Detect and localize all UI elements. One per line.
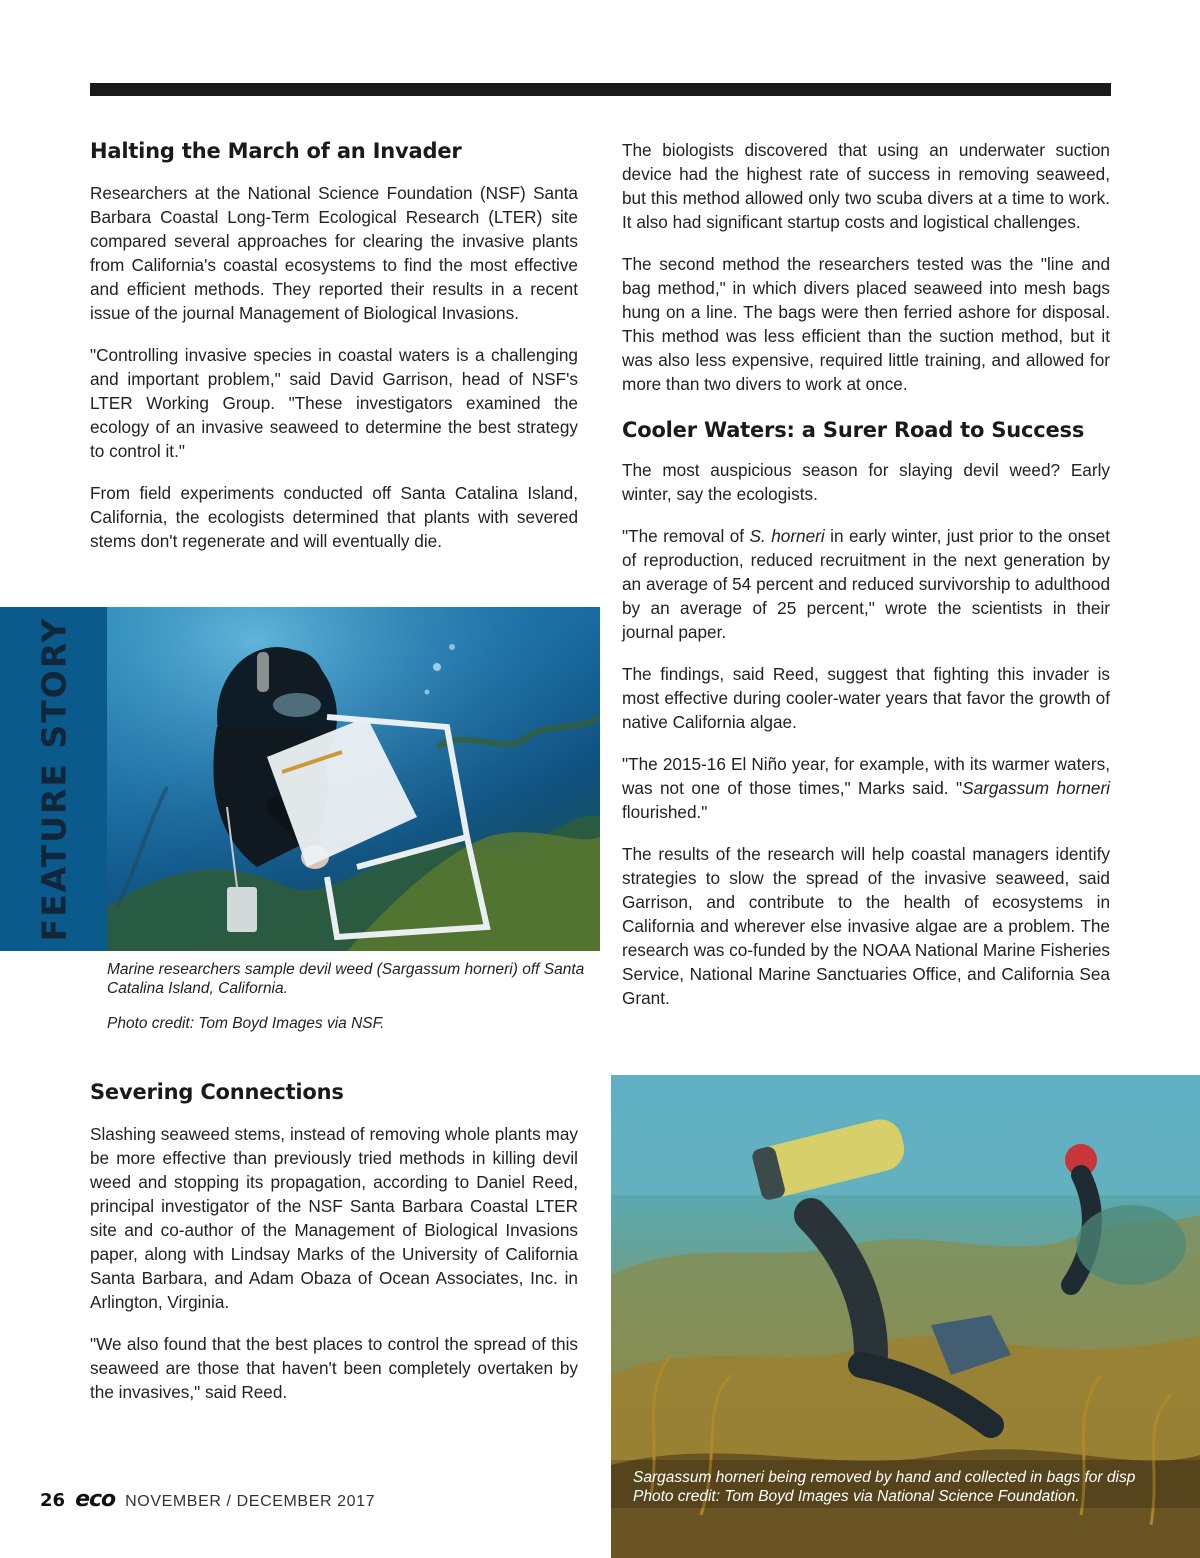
kelp-photo-credit: Photo credit: Tom Boyd Images via National Science Foundation. [633,1488,1080,1505]
species-name-2: Sargassum horneri [962,778,1110,798]
heading-halting-invader: Halting the March of an Invader [90,139,462,163]
diver-photo-credit: Photo credit: Tom Boyd Images via NSF. [107,1015,385,1032]
paragraph-slashing-stems: Slashing seaweed stems, instead of removing whole plants may be more effective than previously tried methods in killing devil weed and stopping its propagation, according to Daniel Reed, principal investigator of the NSF Santa Barbara Coastal LTER site and co-author of the Management of Biological Invasions paper, along with Lindsay Marks of the University of California Santa Barbara, and Adam Obaza of Ocean Associates, Inc. in Arlington, Virginia. [90,1124,578,1312]
diver-illustration [107,607,600,951]
heading-cooler-waters: Cooler Waters: a Surer Road to Success [622,418,1085,442]
paragraph-early-winter: The most auspicious season for slaying devil weed? Early winter, say the ecologists. [622,460,1110,504]
el-nino-start: "The 2015-16 El Niño year, for example, with its warmer waters, was not one of those times," Marks said. " [622,754,1110,798]
removal-quote-start: "The removal of [622,526,750,546]
heading-severing-connections: Severing Connections [90,1080,344,1104]
paragraph-el-nino [622,752,1110,824]
paragraph-intro: Researchers at the National Science Foundation (NSF) Santa Barbara Coastal Long-Term Ecological Research (LTER) site compared several approaches for clearing the invasive plants from California's coastal ecosystems to find the most effective and efficient methods. They reported their results in a recent issue of the journal Management of Biological Invasions. [90,183,578,323]
issue-date: NOVEMBER / DECEMBER 2017 [125,1493,376,1510]
feature-story-tab [0,607,107,951]
kelp-photo-caption: Sargassum horneri being removed by hand and collected in bags for disp [633,1469,1136,1486]
removal-quote-end: in early winter, just prior to the onset of reproduction, reduced recruitment in the next generation by an average of 54 percent and reduced survivorship to adulthood by an average of 25 percent," wrote the scientists in their journal paper. [622,526,1110,642]
magazine-logo: eco [75,1487,116,1512]
page-footer [40,1487,375,1513]
page-number: 26 [40,1490,66,1511]
paragraph-field-experiments: From field experiments conducted off Santa Catalina Island, California, the ecologists determined that plants with severed stems don't regenerate and will eventually die. [90,483,578,551]
right-column [622,138,1110,1010]
paragraph-line-and-bag: The second method the researchers tested was the "line and bag method," in which divers placed seaweed into mesh bags hung on a line. The bags were then ferried ashore for disposal. This method was less efficient than the suction method, but it was also less expensive, required little training, and allowed for more than two divers to work at once. [622,254,1110,394]
paragraph-removal-quote [622,524,1110,644]
feature-story-label: FEATURE STORY [34,616,74,942]
paragraph-garrison-quote: "Controlling invasive species in coastal waters is a challenging and important problem," said David Garrison, head of NSF's LTER Working Group. "These investigators examined the ecology of an invasive seaweed to determine the best strategy to control it." [90,345,578,461]
paragraph-suction-device: The biologists discovered that using an underwater suction device had the highest rate of success in removing seaweed, but this method allowed only two scuba divers at a time to work. It also had significant startup costs and logistical challenges. [622,140,1110,232]
species-name: S. horneri [749,526,825,546]
left-column-lower [90,1078,578,1404]
paragraph-reed-quote: "We also found that the best places to control the spread of this seaweed are those that haven't been completely overtaken by the invasives," said Reed. [90,1334,578,1402]
el-nino-end: flourished." [622,802,708,822]
paragraph-findings: The findings, said Reed, suggest that fighting this invader is most effective during cooler-water years that favor the growth of native California algae. [622,664,1110,732]
left-column-upper [90,137,578,553]
top-rule [90,83,1111,96]
diver-photo-caption: Marine researchers sample devil weed (Sargassum horneri) off Santa Catalina Island, California. [107,961,585,997]
paragraph-results: The results of the research will help coastal managers identify strategies to slow the spread of the invasive seaweed, said Garrison, and contribute to the health of ecosystems in California and wherever else invasive algae are a problem. The research was co-funded by the NOAA National Marine Fisheries Service, National Marine Sanctuaries Office, and California Sea Grant. [622,844,1110,1008]
kelp-photo-caption-block [633,1468,1200,1506]
diver-photo-caption-block [107,960,587,1033]
diver-photo [107,607,600,951]
